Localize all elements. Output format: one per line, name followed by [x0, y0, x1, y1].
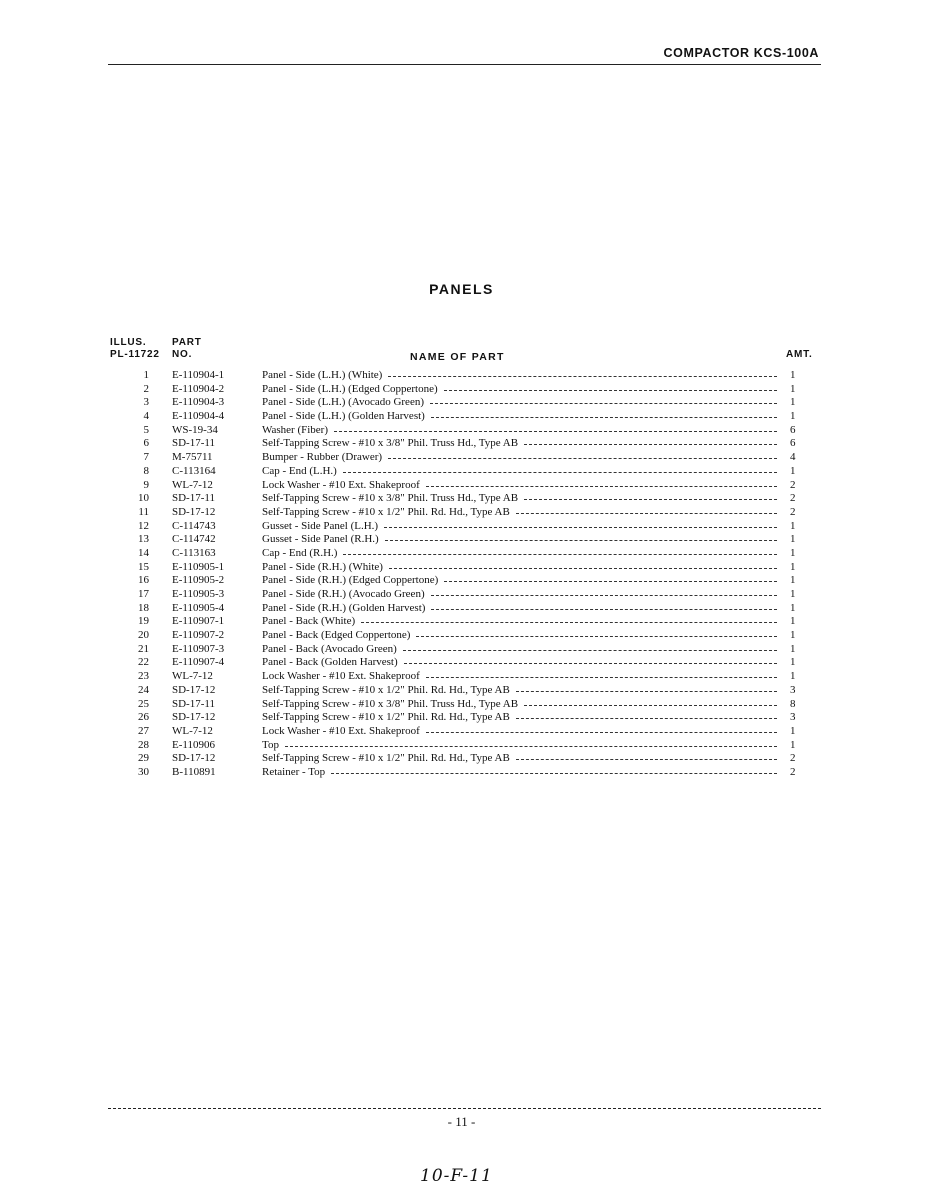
part-name-cell	[262, 574, 777, 588]
part-name: Self-Tapping Screw - #10 x 1/2" Phil. Rd. Hd., Type AB	[262, 711, 510, 724]
illus-number: 22	[138, 656, 149, 669]
part-name-cell	[262, 698, 777, 712]
part-name: Bumper - Rubber (Drawer)	[262, 451, 383, 464]
part-amount: 1	[790, 642, 796, 655]
part-number: E-110904-1	[172, 369, 225, 381]
part-name-cell	[262, 424, 777, 438]
part-name-cell	[262, 506, 777, 520]
parts-row	[0, 574, 941, 588]
part-amount: 1	[790, 546, 796, 559]
part-amount: 1	[790, 369, 796, 381]
parts-row	[0, 615, 941, 629]
part-name-cell	[262, 766, 777, 780]
parts-row	[0, 684, 941, 698]
part-name: Panel - Side (L.H.) (Edged Coppertone)	[262, 382, 438, 395]
column-header-name: NAME OF PART	[410, 351, 505, 363]
part-amount: 1	[790, 615, 796, 628]
column-header-illus-line1: ILLUS.	[110, 337, 147, 348]
part-number: SD-17-12	[172, 752, 216, 765]
parts-row	[0, 739, 941, 753]
illus-number: 9	[143, 478, 149, 491]
dot-leader	[516, 506, 777, 514]
dot-leader	[516, 711, 777, 719]
part-number: SD-17-11	[172, 437, 215, 450]
dot-leader	[444, 574, 777, 582]
part-number: SD-17-11	[172, 492, 215, 505]
illus-number: 14	[138, 546, 149, 559]
part-name: Self-Tapping Screw - #10 x 3/8" Phil. Truss Hd., Type AB	[262, 437, 519, 450]
part-number: E-110907-3	[172, 642, 225, 655]
handwritten-note: 10-F-11	[420, 1166, 493, 1186]
part-number: SD-17-11	[172, 697, 215, 710]
dot-leader	[285, 739, 777, 747]
parts-row	[0, 369, 941, 383]
illus-number: 3	[143, 396, 149, 409]
part-name-cell	[262, 752, 777, 766]
part-name: Panel - Side (R.H.) (Edged Coppertone)	[262, 574, 439, 587]
part-name-cell	[262, 383, 777, 397]
part-number: B-110891	[172, 765, 216, 778]
part-name: Panel - Side (R.H.) (Golden Harvest)	[262, 601, 426, 614]
part-name-cell	[262, 711, 777, 725]
part-number: C-113164	[172, 464, 216, 477]
part-name: Cap - End (L.H.)	[262, 464, 337, 477]
part-number: C-113163	[172, 546, 216, 559]
parts-row	[0, 492, 941, 506]
dot-leader	[404, 656, 777, 664]
dot-leader	[524, 698, 777, 706]
part-amount: 1	[790, 464, 796, 477]
part-name-cell	[262, 465, 777, 479]
column-header-amt: AMT.	[786, 349, 813, 360]
part-name-cell	[262, 656, 777, 670]
header-rule	[108, 64, 821, 65]
part-name: Panel - Side (L.H.) (White)	[262, 369, 383, 381]
part-number: C-114742	[172, 533, 216, 546]
part-number: SD-17-12	[172, 505, 216, 518]
column-header-part-line1: PART	[172, 337, 202, 348]
dot-leader	[384, 520, 777, 528]
part-name-cell	[262, 520, 777, 534]
part-amount: 1	[790, 588, 796, 600]
parts-row	[0, 561, 941, 575]
illus-number: 26	[138, 711, 149, 724]
parts-row	[0, 698, 941, 712]
dot-leader	[426, 670, 777, 678]
dot-leader	[524, 437, 777, 445]
part-name: Self-Tapping Screw - #10 x 1/2" Phil. Rd. Hd., Type AB	[262, 683, 510, 696]
part-name: Top	[262, 738, 279, 751]
part-name: Self-Tapping Screw - #10 x 1/2" Phil. Rd. Hd., Type AB	[262, 752, 510, 765]
part-number: E-110904-2	[172, 382, 225, 395]
parts-row	[0, 643, 941, 657]
part-number: WL-7-12	[172, 478, 213, 491]
part-name-cell	[262, 615, 777, 629]
part-name-cell	[262, 437, 777, 451]
part-name: Panel - Back (White)	[262, 615, 356, 628]
part-number: E-110905-3	[172, 588, 225, 600]
part-amount: 1	[790, 396, 796, 409]
dot-leader	[385, 533, 777, 541]
illus-number: 17	[138, 588, 149, 600]
part-number: SD-17-12	[172, 683, 216, 696]
dot-leader	[403, 643, 777, 651]
part-name-cell	[262, 492, 777, 506]
part-amount: 1	[790, 656, 796, 669]
document-header-title: COMPACTOR KCS-100A	[663, 46, 819, 60]
part-amount: 2	[790, 492, 796, 505]
illus-number: 16	[138, 574, 149, 587]
part-amount: 1	[790, 410, 796, 423]
parts-row	[0, 670, 941, 684]
part-number: C-114743	[172, 519, 216, 532]
part-name: Retainer - Top	[262, 765, 326, 778]
part-amount: 2	[790, 478, 796, 491]
part-name: Lock Washer - #10 Ext. Shakeproof	[262, 478, 420, 491]
illus-number: 12	[138, 519, 149, 532]
part-name: Cap - End (R.H.)	[262, 546, 338, 559]
part-amount: 1	[790, 629, 796, 642]
part-name-cell	[262, 739, 777, 753]
part-name-cell	[262, 410, 777, 424]
part-number: M-75711	[172, 451, 213, 464]
part-name: Panel - Side (L.H.) (Avocado Green)	[262, 396, 424, 409]
dot-leader	[426, 725, 777, 733]
part-amount: 1	[790, 519, 796, 532]
illus-number: 5	[143, 423, 149, 436]
illus-number: 7	[143, 451, 149, 464]
part-amount: 6	[790, 423, 796, 436]
part-amount: 3	[790, 683, 796, 696]
part-number: E-110904-3	[172, 396, 225, 409]
illus-number: 13	[138, 533, 149, 546]
parts-row	[0, 465, 941, 479]
column-header-illus-line2: PL-11722	[110, 349, 160, 360]
parts-row	[0, 602, 941, 616]
dot-leader	[343, 465, 777, 473]
parts-list	[0, 369, 941, 780]
part-number: E-110904-4	[172, 410, 225, 423]
part-name-cell	[262, 533, 777, 547]
part-name: Self-Tapping Screw - #10 x 3/8" Phil. Truss Hd., Type AB	[262, 492, 519, 505]
part-name: Panel - Back (Avocado Green)	[262, 642, 397, 655]
dot-leader	[431, 602, 777, 610]
parts-row	[0, 656, 941, 670]
illus-number: 4	[143, 410, 149, 423]
part-name: Panel - Back (Golden Harvest)	[262, 656, 398, 669]
part-number: WS-19-34	[172, 423, 218, 436]
part-name-cell	[262, 396, 777, 410]
part-amount: 1	[790, 533, 796, 546]
parts-row	[0, 437, 941, 451]
parts-row	[0, 520, 941, 534]
part-amount: 1	[790, 574, 796, 587]
parts-row	[0, 752, 941, 766]
part-name-cell	[262, 629, 777, 643]
part-amount: 6	[790, 437, 796, 450]
parts-row	[0, 533, 941, 547]
part-number: E-110905-1	[172, 560, 225, 573]
part-amount: 2	[790, 765, 796, 778]
part-amount: 2	[790, 752, 796, 765]
part-number: E-110907-1	[172, 615, 225, 628]
parts-row	[0, 506, 941, 520]
dot-leader	[524, 492, 777, 500]
part-amount: 1	[790, 724, 796, 737]
parts-row	[0, 424, 941, 438]
illus-number: 24	[138, 683, 149, 696]
part-amount: 1	[790, 738, 796, 751]
dot-leader	[431, 588, 777, 596]
dot-leader	[361, 615, 777, 623]
dot-leader	[334, 424, 777, 432]
part-name: Panel - Side (R.H.) (White)	[262, 560, 383, 573]
part-number: SD-17-12	[172, 711, 216, 724]
part-name-cell	[262, 643, 777, 657]
part-name-cell	[262, 451, 777, 465]
dot-leader	[431, 410, 777, 418]
column-header-part	[172, 337, 202, 361]
illus-number: 8	[143, 464, 149, 477]
illus-number: 15	[138, 560, 149, 573]
part-name: Panel - Side (L.H.) (Golden Harvest)	[262, 410, 425, 423]
part-name: Gusset - Side Panel (R.H.)	[262, 533, 379, 546]
illus-number: 21	[138, 642, 149, 655]
parts-row	[0, 383, 941, 397]
part-name-cell	[262, 588, 777, 602]
dot-leader	[331, 766, 777, 774]
part-amount: 3	[790, 711, 796, 724]
dot-leader	[426, 479, 777, 487]
illus-number: 10	[138, 492, 149, 505]
part-amount: 1	[790, 382, 796, 395]
illus-number: 23	[138, 670, 149, 683]
page-number: - 11 -	[447, 1114, 476, 1129]
illus-number: 1	[143, 369, 149, 381]
part-name: Lock Washer - #10 Ext. Shakeproof	[262, 724, 420, 737]
dot-leader	[388, 451, 777, 459]
part-name: Washer (Fiber)	[262, 423, 329, 436]
illus-number: 2	[143, 382, 149, 395]
column-header-illus	[110, 337, 160, 361]
parts-row	[0, 410, 941, 424]
illus-number: 20	[138, 629, 149, 642]
illus-number: 6	[143, 437, 149, 450]
part-amount: 1	[790, 560, 796, 573]
section-title: PANELS	[429, 281, 494, 297]
part-name: Lock Washer - #10 Ext. Shakeproof	[262, 670, 420, 683]
part-number: E-110907-2	[172, 629, 225, 642]
parts-row	[0, 547, 941, 561]
part-name: Panel - Back (Edged Coppertone)	[262, 629, 411, 642]
part-name: Gusset - Side Panel (L.H.)	[262, 519, 379, 532]
parts-row	[0, 766, 941, 780]
dot-leader	[430, 396, 777, 404]
part-name: Self-Tapping Screw - #10 x 3/8" Phil. Truss Hd., Type AB	[262, 697, 519, 710]
parts-row	[0, 629, 941, 643]
illus-number: 19	[138, 615, 149, 628]
part-amount: 1	[790, 670, 796, 683]
column-header-part-line2: NO.	[172, 349, 193, 360]
illus-number: 25	[138, 697, 149, 710]
part-name-cell	[262, 670, 777, 684]
parts-row	[0, 588, 941, 602]
part-amount: 2	[790, 505, 796, 518]
part-number: E-110905-4	[172, 601, 225, 614]
parts-row	[0, 711, 941, 725]
part-number: E-110906	[172, 738, 215, 751]
illus-number: 11	[138, 505, 149, 518]
dot-leader	[516, 684, 777, 692]
part-amount: 1	[790, 601, 796, 614]
part-name: Self-Tapping Screw - #10 x 1/2" Phil. Rd. Hd., Type AB	[262, 505, 510, 518]
illus-number: 18	[138, 601, 149, 614]
dot-leader	[388, 369, 777, 377]
illus-number: 29	[138, 752, 149, 765]
part-number: E-110907-4	[172, 656, 225, 669]
part-name-cell	[262, 547, 777, 561]
parts-row	[0, 725, 941, 739]
illus-number: 30	[138, 765, 149, 778]
part-amount: 8	[790, 697, 796, 710]
part-name-cell	[262, 369, 777, 383]
part-number: WL-7-12	[172, 670, 213, 683]
dot-leader	[444, 383, 777, 391]
dot-leader	[389, 561, 777, 569]
part-name-cell	[262, 684, 777, 698]
part-number: E-110905-2	[172, 574, 225, 587]
part-amount: 4	[790, 451, 796, 464]
dot-leader	[343, 547, 777, 555]
parts-row	[0, 451, 941, 465]
part-name: Panel - Side (R.H.) (Avocado Green)	[262, 588, 425, 600]
part-name-cell	[262, 602, 777, 616]
footer-rule	[108, 1108, 821, 1109]
parts-row	[0, 396, 941, 410]
part-name-cell	[262, 479, 777, 493]
part-name-cell	[262, 561, 777, 575]
illus-number: 28	[138, 738, 149, 751]
dot-leader	[516, 752, 777, 760]
parts-row	[0, 479, 941, 493]
dot-leader	[416, 629, 777, 637]
illus-number: 27	[138, 724, 149, 737]
part-name-cell	[262, 725, 777, 739]
part-number: WL-7-12	[172, 724, 213, 737]
